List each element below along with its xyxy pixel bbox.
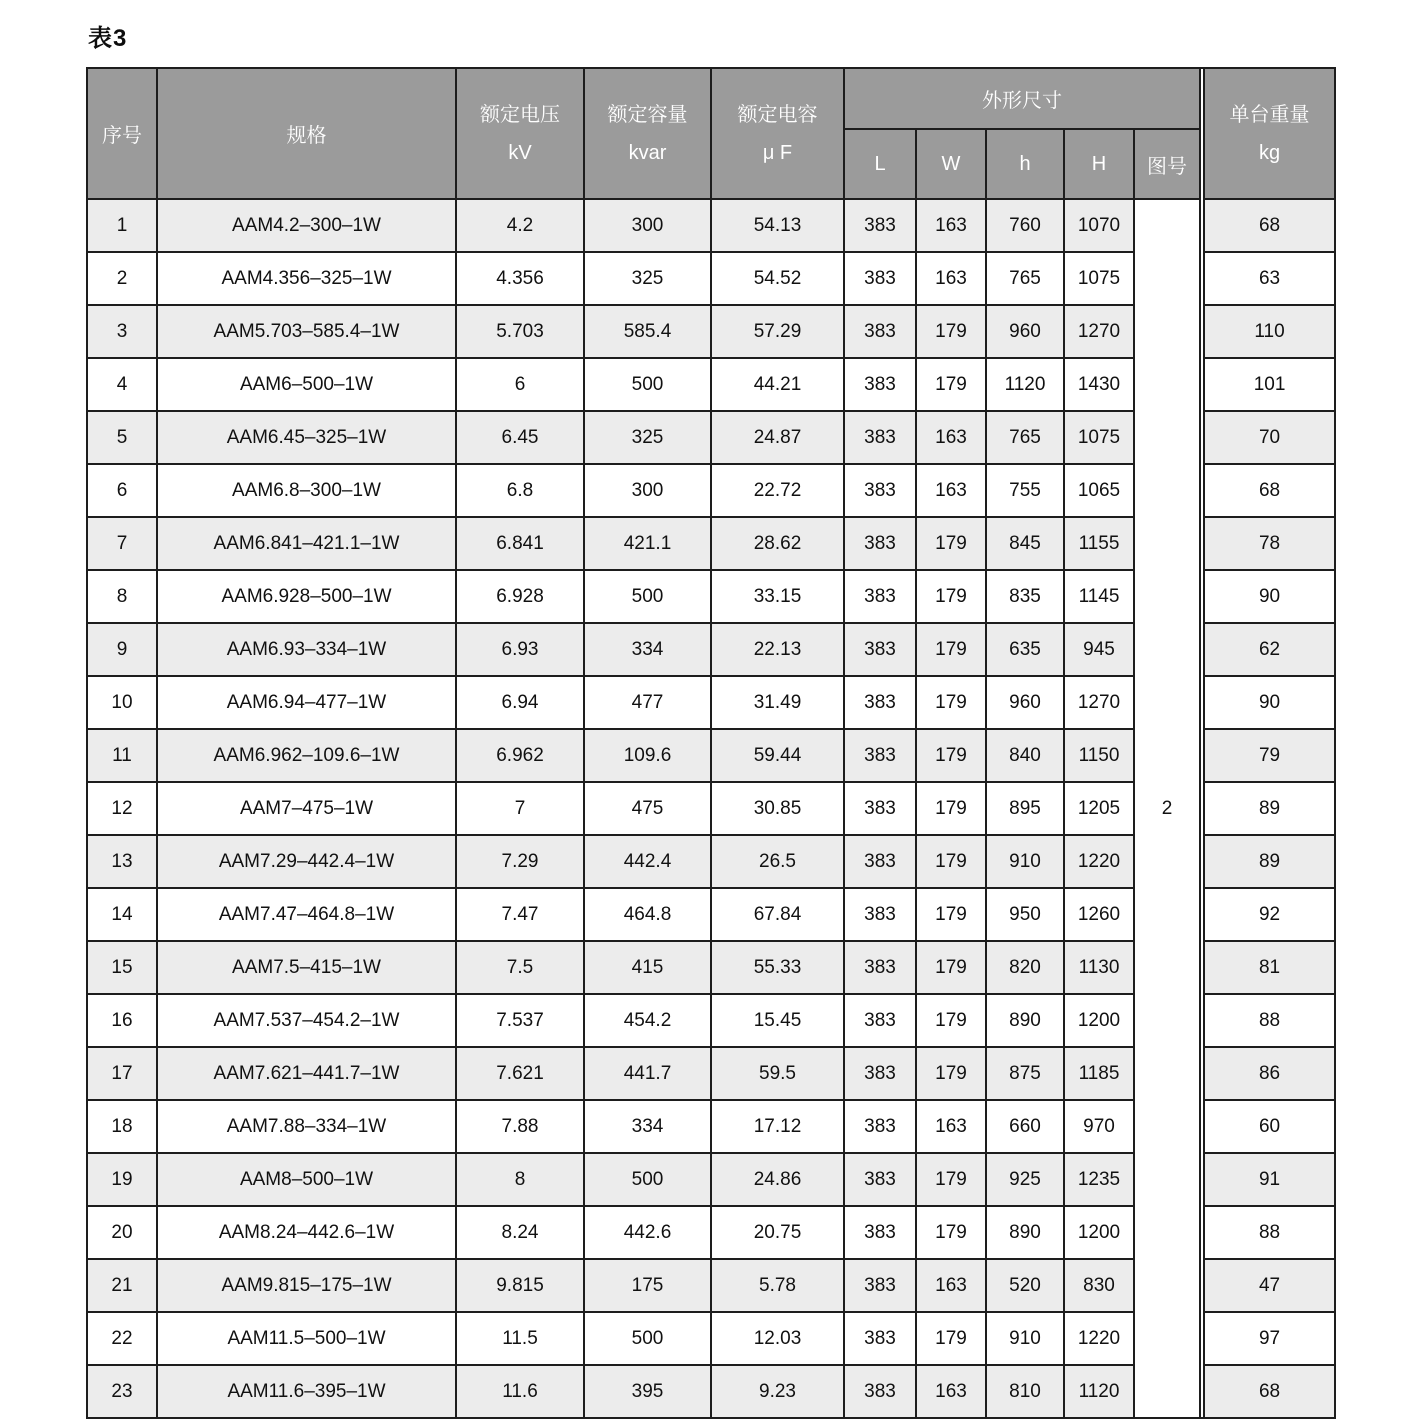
- header-dimensions: 外形尺寸: [844, 68, 1200, 129]
- cell-weight: 68: [1204, 464, 1335, 517]
- cell-capacitance: 12.03: [711, 1312, 844, 1365]
- cell-capacitance: 44.21: [711, 358, 844, 411]
- cell-capacitance: 20.75: [711, 1206, 844, 1259]
- cell-capacitance: 28.62: [711, 517, 844, 570]
- cell-dim-l: 383: [844, 570, 916, 623]
- cell-dim-h: 950: [986, 888, 1064, 941]
- cell-capacity: 464.8: [584, 888, 711, 941]
- cell-capacity: 454.2: [584, 994, 711, 1047]
- cell-spec: AAM6.8–300–1W: [157, 464, 456, 517]
- cell-capacity: 325: [584, 252, 711, 305]
- cell-serial: 12: [87, 782, 157, 835]
- cell-voltage: 6: [456, 358, 584, 411]
- cell-dim-hh: 1130: [1064, 941, 1134, 994]
- cell-dim-hh: 1150: [1064, 729, 1134, 782]
- cell-voltage: 5.703: [456, 305, 584, 358]
- cell-serial: 17: [87, 1047, 157, 1100]
- cell-dim-hh: 1120: [1064, 1365, 1134, 1418]
- cell-dim-l: 383: [844, 994, 916, 1047]
- cell-serial: 15: [87, 941, 157, 994]
- cell-spec: AAM4.356–325–1W: [157, 252, 456, 305]
- cell-dim-w: 179: [916, 782, 986, 835]
- cell-dim-l: 383: [844, 782, 916, 835]
- cell-dim-w: 179: [916, 676, 986, 729]
- cell-voltage: 6.94: [456, 676, 584, 729]
- cell-capacity: 334: [584, 623, 711, 676]
- cell-capacitance: 59.5: [711, 1047, 844, 1100]
- cell-dim-h: 925: [986, 1153, 1064, 1206]
- cell-voltage: 6.962: [456, 729, 584, 782]
- cell-spec: AAM7.29–442.4–1W: [157, 835, 456, 888]
- cell-serial: 14: [87, 888, 157, 941]
- header-voltage-unit: kV: [508, 141, 532, 164]
- cell-voltage: 6.841: [456, 517, 584, 570]
- cell-dim-hh: 1270: [1064, 676, 1134, 729]
- cell-serial: 6: [87, 464, 157, 517]
- cell-weight: 90: [1204, 676, 1335, 729]
- cell-dim-h: 890: [986, 1206, 1064, 1259]
- cell-spec: AAM4.2–300–1W: [157, 199, 456, 252]
- cell-spec: AAM8.24–442.6–1W: [157, 1206, 456, 1259]
- figure-number-cell: 2: [1134, 199, 1200, 1418]
- cell-dim-w: 179: [916, 1312, 986, 1365]
- cell-dim-l: 383: [844, 623, 916, 676]
- cell-spec: AAM6.962–109.6–1W: [157, 729, 456, 782]
- cell-serial: 21: [87, 1259, 157, 1312]
- cell-capacity: 300: [584, 464, 711, 517]
- cell-capacitance: 31.49: [711, 676, 844, 729]
- cell-capacity: 500: [584, 1312, 711, 1365]
- cell-weight: 90: [1204, 570, 1335, 623]
- cell-dim-w: 163: [916, 411, 986, 464]
- cell-dim-h: 1120: [986, 358, 1064, 411]
- cell-weight: 88: [1204, 1206, 1335, 1259]
- cell-voltage: 6.928: [456, 570, 584, 623]
- cell-spec: AAM7.621–441.7–1W: [157, 1047, 456, 1100]
- cell-dim-w: 179: [916, 1153, 986, 1206]
- cell-spec: AAM11.5–500–1W: [157, 1312, 456, 1365]
- cell-dim-l: 383: [844, 1100, 916, 1153]
- cell-capacitance: 33.15: [711, 570, 844, 623]
- cell-dim-hh: 1200: [1064, 994, 1134, 1047]
- cell-capacity: 395: [584, 1365, 711, 1418]
- cell-spec: AAM7.88–334–1W: [157, 1100, 456, 1153]
- cell-dim-w: 163: [916, 1100, 986, 1153]
- cell-voltage: 7: [456, 782, 584, 835]
- cell-capacity: 500: [584, 1153, 711, 1206]
- cell-dim-h: 765: [986, 411, 1064, 464]
- cell-dim-hh: 1260: [1064, 888, 1134, 941]
- cell-voltage: 7.537: [456, 994, 584, 1047]
- cell-dim-l: 383: [844, 941, 916, 994]
- cell-voltage: 11.6: [456, 1365, 584, 1418]
- cell-dim-w: 179: [916, 358, 986, 411]
- cell-dim-h: 765: [986, 252, 1064, 305]
- cell-weight: 89: [1204, 835, 1335, 888]
- cell-serial: 10: [87, 676, 157, 729]
- cell-capacitance: 59.44: [711, 729, 844, 782]
- cell-dim-l: 383: [844, 199, 916, 252]
- cell-capacity: 109.6: [584, 729, 711, 782]
- cell-voltage: 4.356: [456, 252, 584, 305]
- cell-serial: 3: [87, 305, 157, 358]
- cell-dim-hh: 1075: [1064, 252, 1134, 305]
- cell-capacity: 475: [584, 782, 711, 835]
- cell-dim-l: 383: [844, 1153, 916, 1206]
- cell-weight: 79: [1204, 729, 1335, 782]
- cell-dim-h: 810: [986, 1365, 1064, 1418]
- cell-dim-hh: 945: [1064, 623, 1134, 676]
- cell-dim-w: 163: [916, 464, 986, 517]
- cell-weight: 63: [1204, 252, 1335, 305]
- header-dim-hh: H: [1064, 129, 1134, 199]
- cell-capacity: 442.4: [584, 835, 711, 888]
- cell-dim-h: 845: [986, 517, 1064, 570]
- cell-serial: 5: [87, 411, 157, 464]
- cell-weight: 47: [1204, 1259, 1335, 1312]
- cell-dim-w: 179: [916, 623, 986, 676]
- cell-capacity: 421.1: [584, 517, 711, 570]
- cell-spec: AAM5.703–585.4–1W: [157, 305, 456, 358]
- cell-dim-hh: 1205: [1064, 782, 1134, 835]
- cell-capacitance: 54.52: [711, 252, 844, 305]
- cell-dim-l: 383: [844, 888, 916, 941]
- cell-weight: 78: [1204, 517, 1335, 570]
- header-row-1: [87, 68, 1335, 129]
- cell-capacitance: 24.86: [711, 1153, 844, 1206]
- cell-weight: 97: [1204, 1312, 1335, 1365]
- cell-weight: 110: [1204, 305, 1335, 358]
- cell-serial: 4: [87, 358, 157, 411]
- cell-dim-h: 820: [986, 941, 1064, 994]
- header-capacity-unit: kvar: [628, 141, 667, 164]
- header-weight: [1204, 68, 1335, 199]
- cell-capacity: 477: [584, 676, 711, 729]
- cell-spec: AAM7.47–464.8–1W: [157, 888, 456, 941]
- cell-dim-h: 910: [986, 835, 1064, 888]
- cell-dim-w: 179: [916, 941, 986, 994]
- cell-spec: AAM6.93–334–1W: [157, 623, 456, 676]
- cell-capacitance: 54.13: [711, 199, 844, 252]
- cell-voltage: 4.2: [456, 199, 584, 252]
- cell-voltage: 11.5: [456, 1312, 584, 1365]
- cell-spec: AAM6.841–421.1–1W: [157, 517, 456, 570]
- cell-capacity: 500: [584, 358, 711, 411]
- cell-voltage: 8.24: [456, 1206, 584, 1259]
- cell-capacitance: 22.13: [711, 623, 844, 676]
- cell-dim-w: 179: [916, 729, 986, 782]
- cell-dim-w: 179: [916, 570, 986, 623]
- cell-spec: AAM9.815–175–1W: [157, 1259, 456, 1312]
- header-voltage-cn: 额定电压: [480, 103, 560, 126]
- cell-weight: 68: [1204, 199, 1335, 252]
- cell-voltage: 7.29: [456, 835, 584, 888]
- cell-capacitance: 9.23: [711, 1365, 844, 1418]
- cell-capacity: 415: [584, 941, 711, 994]
- cell-voltage: 7.621: [456, 1047, 584, 1100]
- cell-spec: AAM11.6–395–1W: [157, 1365, 456, 1418]
- cell-capacity: 300: [584, 199, 711, 252]
- cell-capacity: 441.7: [584, 1047, 711, 1100]
- cell-dim-h: 520: [986, 1259, 1064, 1312]
- cell-weight: 92: [1204, 888, 1335, 941]
- cell-spec: AAM7.5–415–1W: [157, 941, 456, 994]
- cell-dim-l: 383: [844, 1312, 916, 1365]
- cell-voltage: 6.45: [456, 411, 584, 464]
- cell-voltage: 7.88: [456, 1100, 584, 1153]
- cell-dim-hh: 830: [1064, 1259, 1134, 1312]
- cell-dim-hh: 1185: [1064, 1047, 1134, 1100]
- cell-capacity: 500: [584, 570, 711, 623]
- cell-dim-hh: 1430: [1064, 358, 1134, 411]
- cell-spec: AAM6.94–477–1W: [157, 676, 456, 729]
- cell-serial: 11: [87, 729, 157, 782]
- cell-weight: 70: [1204, 411, 1335, 464]
- cell-capacitance: 15.45: [711, 994, 844, 1047]
- page-title: 表3: [88, 25, 128, 52]
- cell-dim-l: 383: [844, 1047, 916, 1100]
- cell-serial: 1: [87, 199, 157, 252]
- header-capacity-cn: 额定容量: [607, 103, 688, 126]
- cell-serial: 13: [87, 835, 157, 888]
- cell-serial: 20: [87, 1206, 157, 1259]
- cell-dim-h: 660: [986, 1100, 1064, 1153]
- cell-dim-hh: 970: [1064, 1100, 1134, 1153]
- header-capacity: [584, 68, 711, 199]
- header-voltage: [456, 68, 584, 199]
- cell-weight: 91: [1204, 1153, 1335, 1206]
- cell-dim-l: 383: [844, 1365, 916, 1418]
- cell-capacitance: 55.33: [711, 941, 844, 994]
- cell-dim-l: 383: [844, 1206, 916, 1259]
- cell-dim-l: 383: [844, 729, 916, 782]
- cell-voltage: 8: [456, 1153, 584, 1206]
- cell-dim-h: 890: [986, 994, 1064, 1047]
- cell-weight: 60: [1204, 1100, 1335, 1153]
- cell-dim-l: 383: [844, 835, 916, 888]
- cell-spec: AAM8–500–1W: [157, 1153, 456, 1206]
- header-dim-l: L: [844, 129, 916, 199]
- cell-dim-hh: 1220: [1064, 1312, 1134, 1365]
- cell-dim-h: 960: [986, 676, 1064, 729]
- cell-dim-hh: 1070: [1064, 199, 1134, 252]
- cell-dim-h: 960: [986, 305, 1064, 358]
- header-weight-cn: 单台重量: [1229, 103, 1310, 126]
- cell-voltage: 6.93: [456, 623, 584, 676]
- cell-spec: AAM7–475–1W: [157, 782, 456, 835]
- cell-dim-w: 179: [916, 835, 986, 888]
- cell-spec: AAM6–500–1W: [157, 358, 456, 411]
- cell-dim-h: 760: [986, 199, 1064, 252]
- cell-dim-h: 910: [986, 1312, 1064, 1365]
- cell-weight: 86: [1204, 1047, 1335, 1100]
- cell-dim-w: 163: [916, 199, 986, 252]
- cell-capacitance: 26.5: [711, 835, 844, 888]
- cell-dim-h: 755: [986, 464, 1064, 517]
- cell-dim-l: 383: [844, 252, 916, 305]
- cell-dim-w: 179: [916, 994, 986, 1047]
- cell-weight: 101: [1204, 358, 1335, 411]
- cell-dim-l: 383: [844, 358, 916, 411]
- header-capacitance: [711, 68, 844, 199]
- cell-dim-l: 383: [844, 1259, 916, 1312]
- cell-capacity: 334: [584, 1100, 711, 1153]
- header-capacitance-cn: 额定电容: [737, 103, 818, 126]
- cell-dim-h: 895: [986, 782, 1064, 835]
- cell-capacitance: 17.12: [711, 1100, 844, 1153]
- cell-dim-w: 163: [916, 1365, 986, 1418]
- cell-dim-w: 179: [916, 888, 986, 941]
- cell-serial: 8: [87, 570, 157, 623]
- header-figure: 图号: [1134, 129, 1200, 199]
- cell-spec: AAM6.928–500–1W: [157, 570, 456, 623]
- cell-dim-w: 179: [916, 1206, 986, 1259]
- cell-capacitance: 30.85: [711, 782, 844, 835]
- header-dim-h: h: [986, 129, 1064, 199]
- header-weight-unit: kg: [1258, 141, 1281, 164]
- cell-serial: 19: [87, 1153, 157, 1206]
- cell-weight: 89: [1204, 782, 1335, 835]
- cell-dim-hh: 1065: [1064, 464, 1134, 517]
- cell-dim-w: 163: [916, 1259, 986, 1312]
- table-row: [87, 199, 1335, 252]
- cell-capacitance: 5.78: [711, 1259, 844, 1312]
- cell-capacity: 175: [584, 1259, 711, 1312]
- cell-dim-w: 163: [916, 252, 986, 305]
- cell-serial: 16: [87, 994, 157, 1047]
- header-serial: 序号: [87, 68, 157, 199]
- cell-dim-hh: 1145: [1064, 570, 1134, 623]
- cell-weight: 68: [1204, 1365, 1335, 1418]
- cell-voltage: 7.5: [456, 941, 584, 994]
- cell-serial: 22: [87, 1312, 157, 1365]
- cell-dim-l: 383: [844, 464, 916, 517]
- cell-dim-h: 635: [986, 623, 1064, 676]
- cell-capacitance: 57.29: [711, 305, 844, 358]
- cell-serial: 18: [87, 1100, 157, 1153]
- cell-dim-hh: 1220: [1064, 835, 1134, 888]
- cell-serial: 9: [87, 623, 157, 676]
- cell-weight: 88: [1204, 994, 1335, 1047]
- header-capacitance-unit: μ F: [762, 141, 793, 164]
- cell-capacitance: 24.87: [711, 411, 844, 464]
- cell-dim-h: 835: [986, 570, 1064, 623]
- cell-dim-hh: 1200: [1064, 1206, 1134, 1259]
- cell-dim-w: 179: [916, 517, 986, 570]
- cell-dim-h: 875: [986, 1047, 1064, 1100]
- cell-weight: 81: [1204, 941, 1335, 994]
- cell-serial: 2: [87, 252, 157, 305]
- cell-spec: AAM7.537–454.2–1W: [157, 994, 456, 1047]
- spec-table: [86, 67, 1336, 1419]
- cell-dim-w: 179: [916, 305, 986, 358]
- cell-dim-l: 383: [844, 411, 916, 464]
- cell-voltage: 7.47: [456, 888, 584, 941]
- cell-capacity: 585.4: [584, 305, 711, 358]
- cell-dim-l: 383: [844, 305, 916, 358]
- cell-serial: 7: [87, 517, 157, 570]
- cell-capacity: 325: [584, 411, 711, 464]
- cell-dim-w: 179: [916, 1047, 986, 1100]
- cell-dim-hh: 1270: [1064, 305, 1134, 358]
- cell-dim-hh: 1075: [1064, 411, 1134, 464]
- cell-dim-h: 840: [986, 729, 1064, 782]
- header-dim-w: W: [916, 129, 986, 199]
- cell-dim-hh: 1155: [1064, 517, 1134, 570]
- cell-serial: 23: [87, 1365, 157, 1418]
- cell-capacity: 442.6: [584, 1206, 711, 1259]
- cell-capacitance: 22.72: [711, 464, 844, 517]
- cell-spec: AAM6.45–325–1W: [157, 411, 456, 464]
- header-spec: 规格: [157, 68, 456, 199]
- cell-dim-l: 383: [844, 676, 916, 729]
- cell-capacitance: 67.84: [711, 888, 844, 941]
- cell-voltage: 9.815: [456, 1259, 584, 1312]
- cell-voltage: 6.8: [456, 464, 584, 517]
- cell-dim-l: 383: [844, 517, 916, 570]
- cell-dim-hh: 1235: [1064, 1153, 1134, 1206]
- cell-weight: 62: [1204, 623, 1335, 676]
